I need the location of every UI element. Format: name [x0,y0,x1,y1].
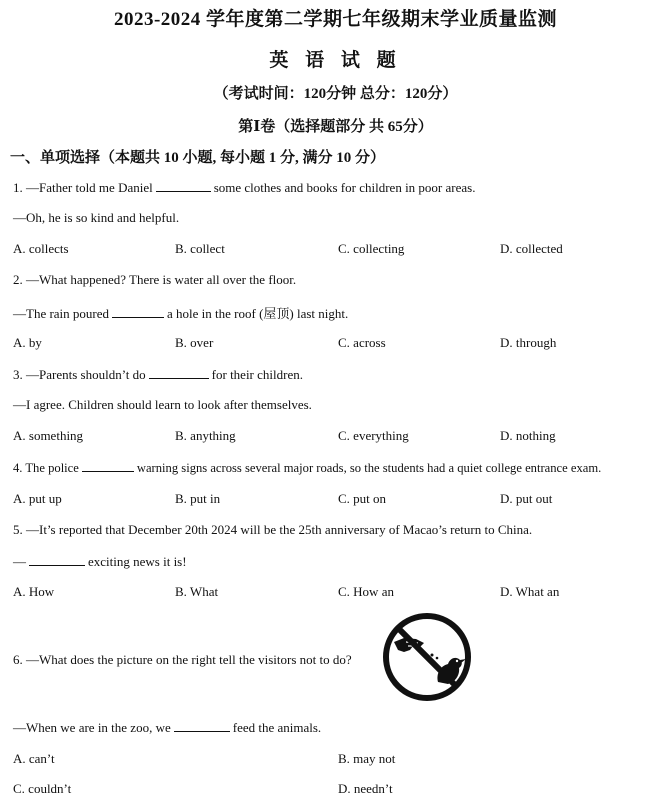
question-6-option-a: A. can’t [13,751,55,766]
question-6-option-d: D. needn’t [338,781,393,796]
question-1-reply: —Oh, he is so kind and helpful. [13,210,180,225]
no-feeding-animals-sign-icon [380,612,476,702]
question-3-option-a: A. something [13,428,84,443]
question-3-option-b: B. anything [175,428,236,443]
question-5-reply: — exciting news it is! [13,554,187,569]
question-1-option-c: C. collecting [338,241,405,256]
question-6-option-b: B. may not [338,751,396,766]
answer-blank [174,719,230,732]
exam-info: （考试时间：120分钟 总分：120分） [213,86,458,102]
question-6-reply: —When we are in the zoo, we feed the animals. [13,720,322,735]
question-5-option-a: A. How [13,584,55,599]
question-1-option-a: A. collects [13,241,69,256]
question-1-stem: 1. —Father told me Daniel some clothes and books for children in poor areas. [13,180,476,195]
question-3-option-c: C. everything [338,428,409,443]
subject-title: 英 语 试 题 [269,50,402,71]
answer-blank [156,179,211,192]
question-4-option-a: A. put up [13,491,62,506]
question-2-option-c: C. across [338,335,386,350]
section-heading: 一、单项选择（本题共 10 小题, 每小题 1 分, 满分 10 分） [10,150,386,166]
question-3-option-d: D. nothing [500,428,556,443]
question-1-option-d: D. collected [500,241,563,256]
question-2-option-d: D. through [500,335,557,350]
question-4-stem: 4. The police warning signs across several major roads, so the students had a quiet college entrance exam. [13,461,602,475]
exam-title: 2023-2024 学年度第二学期七年级期末学业质量监测 [113,9,558,30]
answer-blank [82,459,134,472]
question-1-option-b: B. collect [175,241,225,256]
answer-blank [149,366,209,379]
question-5-option-d: D. What an [500,584,560,599]
question-4-option-c: C. put on [338,491,387,506]
question-5-option-b: B. What [175,584,219,599]
question-4-option-d: D. put out [500,491,553,506]
question-3-stem: 3. —Parents shouldn’t do for their children. [13,367,303,382]
question-5-stem: 5. —It’s reported that December 20th 2024 will be the 25th anniversary of Macao’s return to China. [13,522,533,537]
question-2-option-b: B. over [175,335,214,350]
answer-blank [112,305,164,318]
question-6-option-c: C. couldn’t [13,781,72,796]
question-2-option-a: A. by [13,335,42,350]
question-3-reply: —I agree. Children should learn to look after themselves. [13,397,312,412]
no-feeding-sign-graphic [380,612,476,702]
question-4-option-b: B. put in [175,491,221,506]
question-5-option-c: C. How an [338,584,394,599]
question-6-stem: 6. —What does the picture on the right tell the visitors not to do? [13,652,352,667]
question-2-stem: 2. —What happened? There is water all over the floor. [13,272,297,287]
question-2-reply: —The rain poured a hole in the roof (屋顶) last night. [13,306,349,321]
part-heading: 第Ⅰ卷（选择题部分 共 65分） [238,119,433,135]
answer-blank [29,553,85,566]
